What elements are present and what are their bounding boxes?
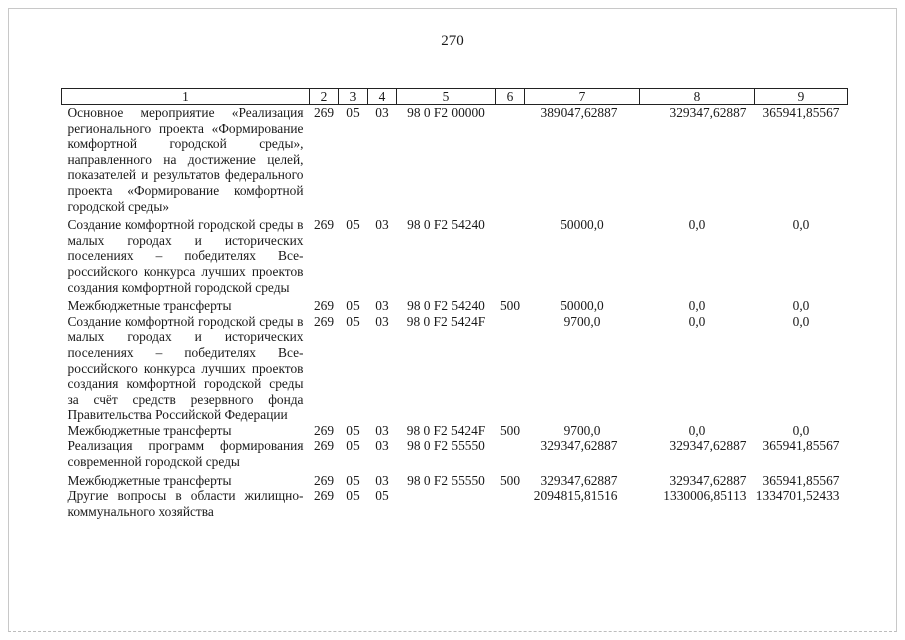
header-col-4: 4 bbox=[368, 89, 397, 105]
page-number: 270 bbox=[441, 33, 464, 49]
row-c2: 269 bbox=[313, 488, 335, 504]
row-c6 bbox=[496, 314, 525, 423]
row-c6: 500 bbox=[499, 422, 521, 438]
table-row bbox=[62, 488, 848, 519]
row-c2: 269 bbox=[313, 422, 335, 438]
row-c7: 9700,0 bbox=[563, 313, 601, 329]
row-c3: 05 bbox=[346, 217, 360, 233]
row-c6 bbox=[496, 488, 525, 519]
row-c3: 05 bbox=[346, 472, 360, 488]
row-c5: 98 0 F2 54240 bbox=[407, 298, 485, 314]
row-c9: 365941,85567 bbox=[762, 438, 840, 454]
table-row bbox=[62, 423, 848, 439]
header-col-2: 2 bbox=[310, 89, 339, 105]
row-c4: 05 bbox=[375, 488, 389, 504]
table-row bbox=[62, 105, 848, 215]
header-col-5: 5 bbox=[397, 89, 496, 105]
row-c2: 269 bbox=[313, 472, 335, 488]
row-c8: 0,0 bbox=[688, 217, 706, 233]
row-name: Межбюджетные трансферты bbox=[67, 472, 232, 488]
row-c9: 0,0 bbox=[792, 313, 810, 329]
row-c9: 365941,85567 bbox=[762, 105, 840, 120]
row-c4: 03 bbox=[375, 438, 389, 454]
header-col-3: 3 bbox=[339, 89, 368, 105]
header-col-1: 1 bbox=[62, 89, 310, 105]
row-c5 bbox=[397, 488, 496, 519]
row-c8: 0,0 bbox=[688, 422, 706, 438]
row-c5: 98 0 F2 5424F bbox=[406, 313, 486, 329]
row-c4: 03 bbox=[375, 105, 389, 120]
header-col-9: 9 bbox=[755, 89, 848, 105]
header-col-8: 8 bbox=[640, 89, 755, 105]
table-row bbox=[62, 314, 848, 423]
row-c7: 50000,0 bbox=[560, 217, 604, 233]
row-c4: 03 bbox=[375, 472, 389, 488]
row-c6 bbox=[496, 105, 525, 215]
row-c7: 329347,62887 bbox=[540, 472, 618, 488]
row-name: Реализация программ формирования современной городской среды bbox=[67, 438, 304, 470]
row-c5: 98 0 F2 00000 bbox=[407, 105, 485, 120]
row-c6: 500 bbox=[499, 298, 521, 314]
row-c3: 05 bbox=[346, 422, 360, 438]
row-c5: 98 0 F2 55550 bbox=[407, 472, 485, 488]
row-c2: 269 bbox=[313, 298, 335, 314]
row-c4: 03 bbox=[375, 298, 389, 314]
row-c5: 98 0 F2 5424F bbox=[406, 422, 486, 438]
row-c5: 98 0 F2 54240 bbox=[407, 217, 485, 233]
row-c8: 0,0 bbox=[688, 313, 706, 329]
row-c3: 05 bbox=[346, 438, 360, 454]
row-c8: 329347,62887 bbox=[669, 438, 747, 454]
table-row bbox=[62, 438, 848, 469]
row-c8: 1330006,85113 bbox=[663, 488, 747, 504]
row-name: Создание комфортной городской среды в малых городах и исторических поселениях – победителях Всероссийского конкурса лучших проектов создания комфортной городской среды bbox=[67, 217, 304, 295]
row-c6: 500 bbox=[499, 472, 521, 488]
row-name: Другие вопросы в области жилищно-коммунального хозяйства bbox=[67, 488, 304, 519]
row-c2: 269 bbox=[313, 313, 335, 329]
row-c4: 03 bbox=[375, 313, 389, 329]
row-c8: 329347,62887 bbox=[669, 472, 747, 488]
row-name: Межбюджетные трансферты bbox=[67, 422, 232, 438]
row-c5: 98 0 F2 55550 bbox=[407, 438, 485, 454]
header-col-6: 6 bbox=[496, 89, 525, 105]
header-col-7: 7 bbox=[525, 89, 640, 105]
row-c9: 1334701,52433 bbox=[755, 488, 840, 504]
row-name: Создание комфортной городской среды в малых городах и исторических поселениях – победителях Всероссийского конкурса лучших проектов создания комфортной городской среды за счёт средств резервного фонда Правительства Российской Федерации bbox=[67, 313, 304, 423]
budget-table bbox=[61, 88, 848, 519]
row-c6 bbox=[496, 214, 525, 295]
row-c4: 03 bbox=[375, 217, 389, 233]
row-c7: 2094815,81516 bbox=[533, 488, 618, 504]
row-c7: 9700,0 bbox=[563, 422, 601, 438]
row-c6 bbox=[496, 438, 525, 469]
table-row bbox=[62, 295, 848, 314]
table-row bbox=[62, 470, 848, 489]
row-c3: 05 bbox=[346, 313, 360, 329]
row-c8: 0,0 bbox=[688, 298, 706, 314]
row-c2: 269 bbox=[313, 438, 335, 454]
row-name: Межбюджетные трансферты bbox=[67, 298, 232, 314]
row-c2: 269 bbox=[313, 217, 335, 233]
row-c8: 329347,62887 bbox=[669, 105, 747, 120]
row-c9: 0,0 bbox=[792, 422, 810, 438]
row-c9: 0,0 bbox=[792, 298, 810, 314]
table-row bbox=[62, 214, 848, 295]
row-c9: 0,0 bbox=[792, 217, 810, 233]
row-c7: 329347,62887 bbox=[540, 438, 618, 454]
row-c4: 03 bbox=[375, 422, 389, 438]
row-c7: 50000,0 bbox=[560, 298, 604, 314]
row-c3: 05 bbox=[346, 488, 360, 504]
row-c2: 269 bbox=[313, 105, 335, 120]
row-c9: 365941,85567 bbox=[762, 472, 840, 488]
header-row bbox=[62, 89, 848, 105]
row-c7: 389047,62887 bbox=[540, 105, 618, 120]
row-c3: 05 bbox=[346, 105, 360, 120]
row-name: Основное мероприятие «Реализация регионального проекта «Формирование комфортной городской среды», направленного на достижение целей, показателей и результатов федерального проекта «Формирование комфортной городской среды» bbox=[67, 105, 304, 214]
row-c3: 05 bbox=[346, 298, 360, 314]
